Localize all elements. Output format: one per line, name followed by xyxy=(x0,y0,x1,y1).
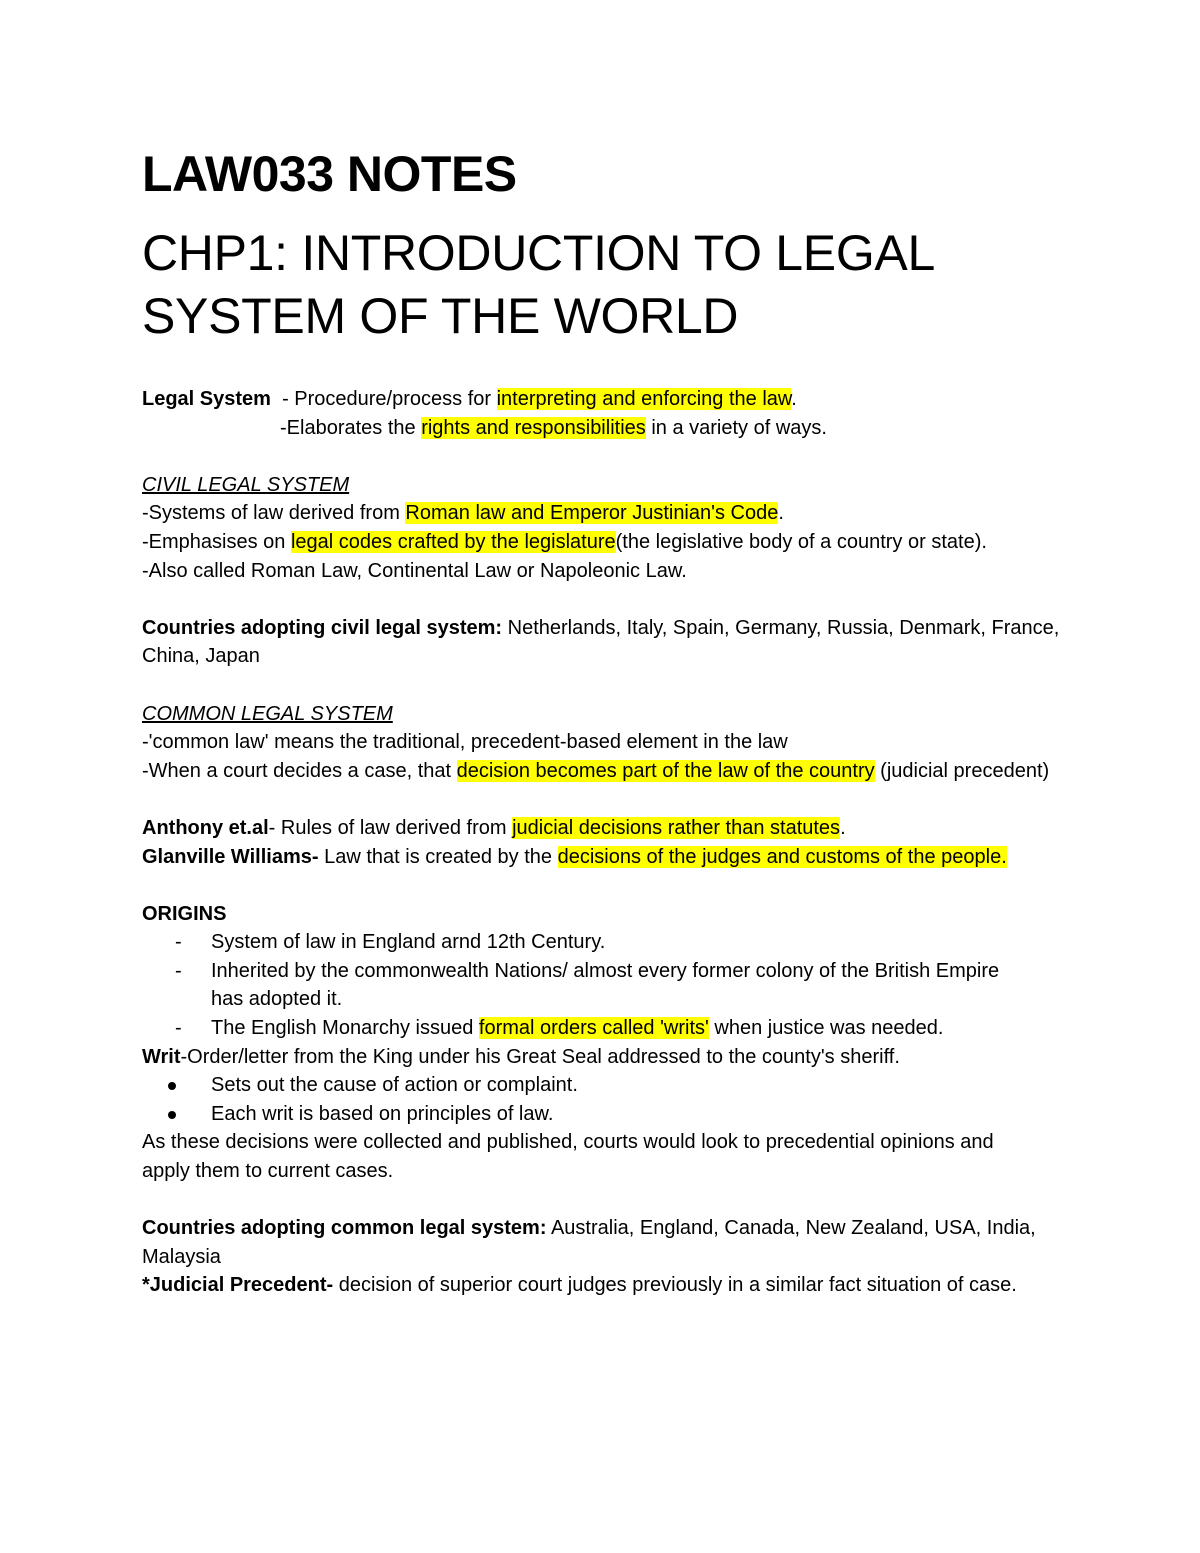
civil-line-2 xyxy=(142,528,1082,557)
legal-system-line-2 xyxy=(142,414,1082,443)
writ-label: Writ xyxy=(142,1045,181,1068)
common-heading-line xyxy=(142,700,1082,729)
highlight-text: legal codes crafted by the legislature xyxy=(290,530,616,553)
civil-countries-list: Netherlands, Italy, Spain, Germany, Russia, Denmark, France, China, Japan xyxy=(142,616,1065,668)
anthony-label: Anthony et.al xyxy=(142,816,269,839)
spacer xyxy=(142,671,1082,700)
common-line-1: -'common law' means the traditional, precedent-based element in the law xyxy=(142,731,788,754)
highlight-text: rights and responsibilities xyxy=(421,416,646,439)
legal-system-text: . xyxy=(791,388,797,410)
legal-system-line-1 xyxy=(142,385,1082,414)
list-item xyxy=(142,928,1082,957)
list-item-text: Each writ is based on principles of law. xyxy=(211,1102,554,1125)
spacer xyxy=(142,442,1082,471)
civil-heading-line xyxy=(142,471,1082,500)
civil-text: -Emphasises on xyxy=(142,530,291,553)
legal-system-term: Legal System xyxy=(142,388,271,410)
origins-heading-line xyxy=(142,900,1082,929)
anthony-line xyxy=(142,814,1082,843)
common-text: -When a court decides a case, that xyxy=(142,759,457,782)
list-item xyxy=(142,1100,1082,1129)
document-title: LAW033 NOTES xyxy=(142,146,517,202)
spacer xyxy=(142,785,1082,814)
judicial-precedent-label: *Judicial Precedent- xyxy=(142,1274,334,1297)
spacer xyxy=(142,1186,1082,1215)
legal-system-text: -Elaborates the xyxy=(280,416,422,439)
judicial-precedent-definition: decision of superior court judges previously in a similar fact situation of case. xyxy=(333,1274,1017,1297)
highlight-text: decision becomes part of the law of the country xyxy=(456,759,875,782)
highlight-text: interpreting and enforcing the law xyxy=(496,388,792,410)
civil-text: (the legislative body of a country or state). xyxy=(615,530,987,553)
highlight-text: judicial decisions rather than statutes xyxy=(512,816,841,839)
spacer xyxy=(142,871,1082,900)
origins-paragraph: As these decisions were collected and published, courts would look to precedential opinions and apply them to current cases. xyxy=(142,1131,994,1183)
civil-text: . xyxy=(778,502,784,525)
document-body xyxy=(142,385,1082,1300)
civil-countries xyxy=(142,614,1082,671)
bullet-icon xyxy=(168,1082,176,1090)
dash-marker: - xyxy=(175,931,182,954)
bullet-icon xyxy=(168,1111,176,1119)
list-item xyxy=(142,1014,1082,1043)
common-countries-label: Countries adopting common legal system: xyxy=(142,1217,547,1240)
highlight-text: decisions of the judges and customs of the people. xyxy=(557,845,1007,868)
legal-system-text: in a variety of ways. xyxy=(645,416,827,439)
highlight-text: formal orders called 'writs' xyxy=(478,1017,709,1040)
highlight-text: Roman law and Emperor Justinian's Code xyxy=(405,502,779,525)
dash-marker: - xyxy=(175,959,182,982)
judicial-precedent-line xyxy=(142,1271,1042,1300)
civil-line-1 xyxy=(142,499,1082,528)
legal-system-text: - Procedure/process for xyxy=(270,388,497,410)
origins-heading: ORIGINS xyxy=(142,902,227,925)
list-item xyxy=(142,1071,1082,1100)
glanville-label: Glanville Williams- xyxy=(142,845,319,868)
writ-definition: -Order/letter from the King under his Great Seal addressed to the county's sheriff. xyxy=(180,1045,900,1068)
origins-dash-list xyxy=(142,928,1082,1042)
common-countries-list: Australia, England, Canada, New Zealand, USA, India, Malaysia xyxy=(142,1217,1042,1268)
civil-text: -Systems of law derived from xyxy=(142,502,406,525)
list-item-text: Inherited by the commonwealth Nations/ almost every former colony of the British Empire has adopted it. xyxy=(211,959,1000,1011)
list-item-text: System of law in England arnd 12th Century. xyxy=(211,931,606,954)
civil-legal-system-heading: CIVIL LEGAL SYSTEM xyxy=(142,473,350,496)
anthony-text: . xyxy=(840,816,846,839)
civil-countries-label: Countries adopting civil legal system: xyxy=(142,616,503,639)
chapter-title: CHP1: INTRODUCTION TO LEGAL SYSTEM OF THE WORLD xyxy=(142,225,934,344)
writ-line xyxy=(142,1043,1082,1072)
common-line-2 xyxy=(142,757,1082,786)
civil-line-3: -Also called Roman Law, Continental Law or Napoleonic Law. xyxy=(142,559,687,582)
writ-bullet-list xyxy=(142,1071,1082,1128)
common-countries xyxy=(142,1214,1082,1271)
common-text: (judicial precedent) xyxy=(874,759,1050,782)
dash-marker: - xyxy=(175,1017,182,1040)
list-item-text: The English Monarchy issued xyxy=(211,1017,479,1040)
anthony-text: - Rules of law derived from xyxy=(268,816,513,839)
glanville-line xyxy=(142,843,1022,872)
spacer xyxy=(142,585,1082,614)
glanville-text: Law that is created by the xyxy=(318,845,558,868)
list-item-text: when justice was needed. xyxy=(708,1017,944,1040)
list-item xyxy=(142,957,1001,1014)
list-item-text: Sets out the cause of action or complaint. xyxy=(211,1074,578,1097)
common-legal-system-heading: COMMON LEGAL SYSTEM xyxy=(142,702,393,725)
